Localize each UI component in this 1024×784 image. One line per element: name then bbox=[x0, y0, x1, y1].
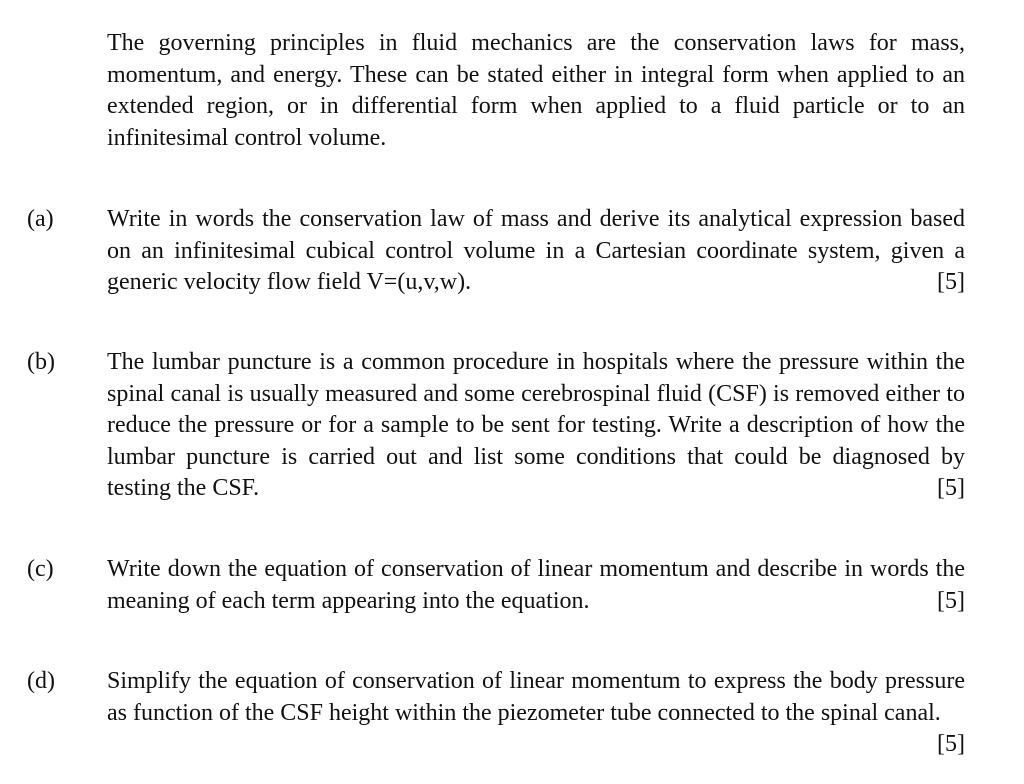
question-text: Simplify the equation of conservation of linear momentum to express the body pressure as function of the CSF height within the piezometer tube connected to the spinal canal. bbox=[107, 668, 965, 726]
intro-paragraph: The governing principles in fluid mechanics are the conservation laws for mass, momentum, and energy. These can be stated either in integral form when applied to an extended region, or in differential form when applied to a fluid particle or to an infinitesimal control volume. bbox=[107, 30, 965, 151]
question-text: Write in words the conservation law of mass and derive its analytical expression based on an infinitesimal cubical control volume in a Cartesian coordinate system, given a generic velocity flow field V=(u,v,w). bbox=[107, 206, 965, 295]
marks-label: [5] bbox=[937, 269, 965, 295]
question-text: Write down the equation of conservation of linear momentum and describe in words the meaning of each term appearing into the equation. bbox=[107, 556, 965, 614]
question-label: (c) bbox=[27, 556, 54, 582]
marks-label: [5] bbox=[937, 587, 965, 614]
marks-label: [5] bbox=[937, 475, 965, 501]
question-label: (d) bbox=[27, 668, 55, 694]
question-text-block bbox=[107, 204, 965, 299]
question-text: The lumbar puncture is a common procedure in hospitals where the pressure within the spinal canal is usually measured and some cerebrospinal fluid (CSF) is removed either to reduce the pressure or for a sample to be sent for testing. Write a description of how the lumbar puncture is carried out and list some conditions that could be diagnosed by testing the CSF. bbox=[107, 349, 965, 501]
question-label: (b) bbox=[27, 349, 55, 375]
question-label: (a) bbox=[27, 206, 54, 232]
marks-label: [5] bbox=[937, 731, 965, 757]
question-text-block bbox=[107, 666, 965, 761]
question-text-block bbox=[107, 554, 965, 617]
question-text-block bbox=[107, 347, 965, 505]
